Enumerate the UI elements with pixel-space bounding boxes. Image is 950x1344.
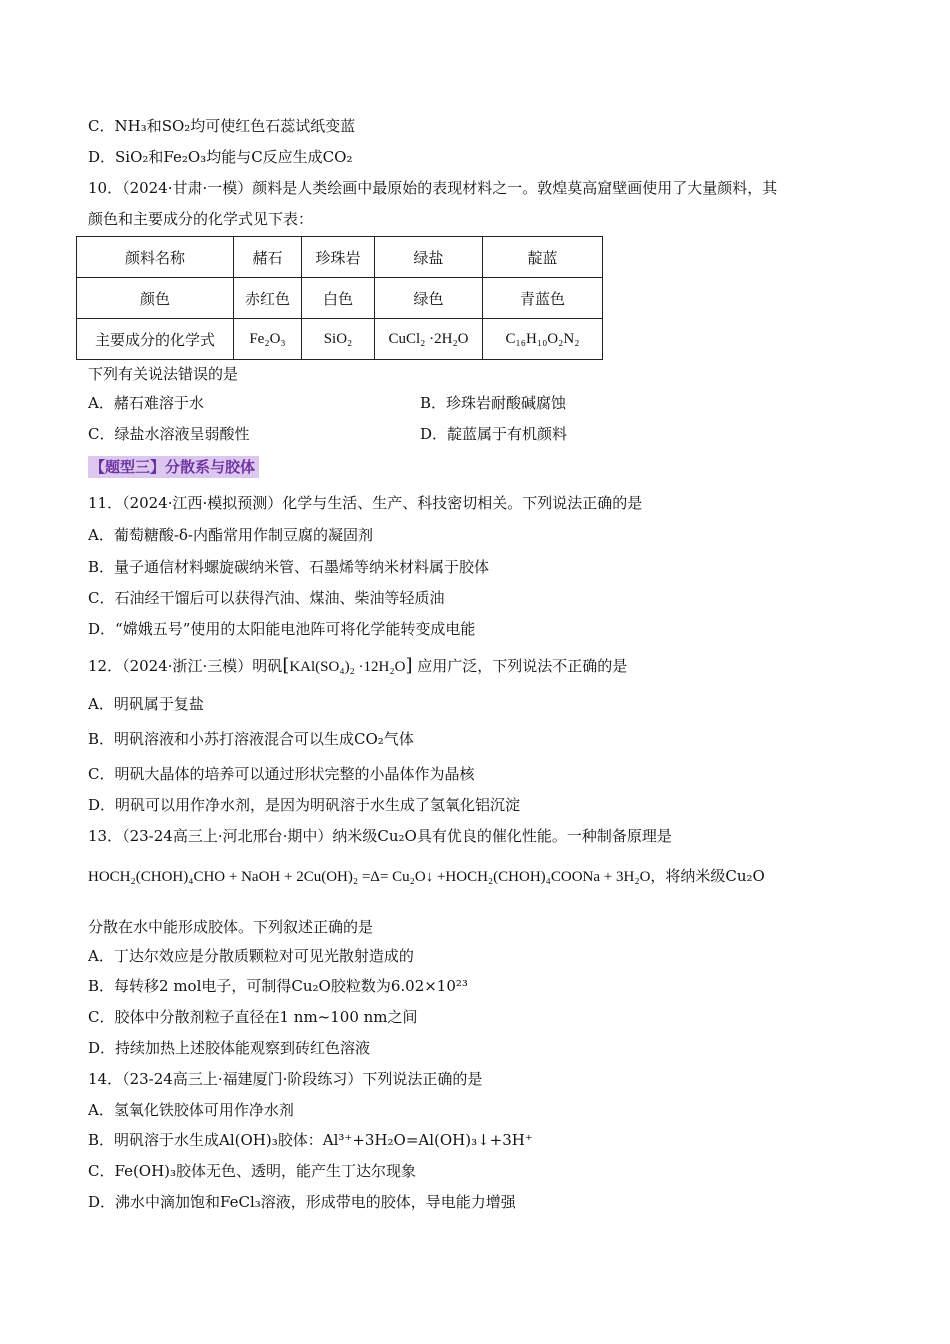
- section-heading: 【题型三】分散系与胶体: [88, 456, 259, 478]
- option-b: B．明矾溶液和小苏打溶液混合可以生成CO₂气体: [88, 730, 414, 748]
- table-row: [77, 237, 603, 278]
- bracket-right: ]: [405, 655, 413, 676]
- option-a: A．明矾属于复盐: [88, 695, 204, 713]
- reaction-equation-line: [88, 866, 765, 887]
- question-13-stem-cont: 分散在水中能形成胶体。下列叙述正确的是: [88, 918, 374, 936]
- table-cell: 主要成分的化学式: [77, 319, 234, 360]
- option-c: C．绿盐水溶液呈弱酸性: [88, 425, 250, 443]
- question-10-stem: 10．（2024·甘肃·一模）颜料是人类绘画中最原始的表现材料之一。敦煌莫高窟壁画使用了大量颜料，其: [88, 179, 778, 197]
- option-d: D．靛蓝属于有机颜料: [420, 425, 568, 443]
- table-row: [77, 319, 603, 360]
- option-a: A．葡萄糖酸-δ-内酯常用作制豆腐的凝固剂: [88, 526, 374, 544]
- option-c: C．胶体中分散剂粒子直径在1 nm~100 nm之间: [88, 1008, 418, 1026]
- table-cell: 白色: [302, 278, 375, 319]
- option-d: D．“嫦娥五号”使用的太阳能电池阵可将化学能转变成电能: [88, 620, 476, 638]
- question-10-prompt: 下列有关说法错误的是: [88, 365, 239, 383]
- option-c: C．石油经干馏后可以获得汽油、煤油、柴油等轻质油: [88, 589, 445, 607]
- option-d: D．明矾可以用作净水剂，是因为明矾溶于水生成了氢氧化铝沉淀: [88, 796, 521, 814]
- table-cell: 颜料名称: [77, 237, 234, 278]
- question-12-stem: [88, 656, 627, 677]
- pigment-table: [76, 236, 603, 360]
- reaction-equation: HOCH₂(CHOH)₄CHO + NaOH + 2Cu(OH)₂ =Δ= Cu₂O↓ +HOCH₂(CHOH)₄COONa + 3H₂O: [88, 869, 651, 885]
- table-cell: Fe₂O₃: [234, 319, 302, 360]
- question-14-stem: 14．（23-24高三上·福建厦门·阶段练习）下列说法正确的是: [88, 1070, 483, 1088]
- option-a: A．丁达尔效应是分散质颗粒对可见光散射造成的: [88, 947, 414, 965]
- table-cell: 绿色: [375, 278, 483, 319]
- option-b: B．每转移2 mol电子，可制得Cu₂O胶粒数为6.02×10²³: [88, 977, 468, 995]
- table-cell: 靛蓝: [483, 237, 603, 278]
- table-cell: 赭石: [234, 237, 302, 278]
- option-b: B．明矾溶于水生成Al(OH)₃胶体：Al³⁺+3H₂O=Al(OH)₃↓+3H⁺: [88, 1131, 533, 1149]
- option-d: D．持续加热上述胶体能观察到砖红色溶液: [88, 1039, 371, 1057]
- alum-formula: KAl(SO₄)₂ ·12H₂O: [289, 659, 406, 675]
- option-c-prev: C．NH₃和SO₂均可使红色石蕊试纸变蓝: [88, 117, 356, 135]
- question-11-stem: 11．（2024·江西·模拟预测）化学与生活、生产、科技密切相关。下列说法正确的是: [88, 494, 643, 512]
- option-b: B．量子通信材料螺旋碳纳米管、石墨烯等纳米材料属于胶体: [88, 558, 490, 576]
- stem-pre: 12．（2024·浙江·三模）明矾: [88, 657, 283, 675]
- question-10-stem-cont: 颜色和主要成分的化学式见下表：: [88, 210, 314, 228]
- table-row: [77, 278, 603, 319]
- option-b: B．珍珠岩耐酸碱腐蚀: [420, 394, 567, 412]
- stem-post: 应用广泛，下列说法不正确的是: [417, 657, 628, 675]
- option-d-prev: D．SiO₂和Fe₂O₃均能与C反应生成CO₂: [88, 148, 353, 166]
- table-cell: C₁₆H₁₀O₂N₂: [483, 319, 603, 360]
- table-cell: 绿盐: [375, 237, 483, 278]
- table-cell: 颜色: [77, 278, 234, 319]
- table-cell: CuCl₂ ·2H₂O: [375, 319, 483, 360]
- table-cell: 青蓝色: [483, 278, 603, 319]
- option-a: A．氢氧化铁胶体可用作净水剂: [88, 1101, 294, 1119]
- equation-tail: ，将纳米级Cu₂O: [650, 867, 765, 885]
- table-cell: 珍珠岩: [302, 237, 375, 278]
- option-a: A．赭石难溶于水: [88, 394, 204, 412]
- question-13-stem: 13．（23-24高三上·河北邢台·期中）纳米级Cu₂O具有优良的催化性能。一种制备原理是: [88, 827, 672, 845]
- option-c: C．Fe(OH)₃胶体无色、透明，能产生丁达尔现象: [88, 1162, 417, 1180]
- option-c: C．明矾大晶体的培养可以通过形状完整的小晶体作为晶核: [88, 765, 475, 783]
- bracket-left: [: [282, 655, 290, 676]
- table-cell: SiO₂: [302, 319, 375, 360]
- option-d: D．沸水中滴加饱和FeCl₃溶液，形成带电的胶体，导电能力增强: [88, 1193, 516, 1211]
- table-cell: 赤红色: [234, 278, 302, 319]
